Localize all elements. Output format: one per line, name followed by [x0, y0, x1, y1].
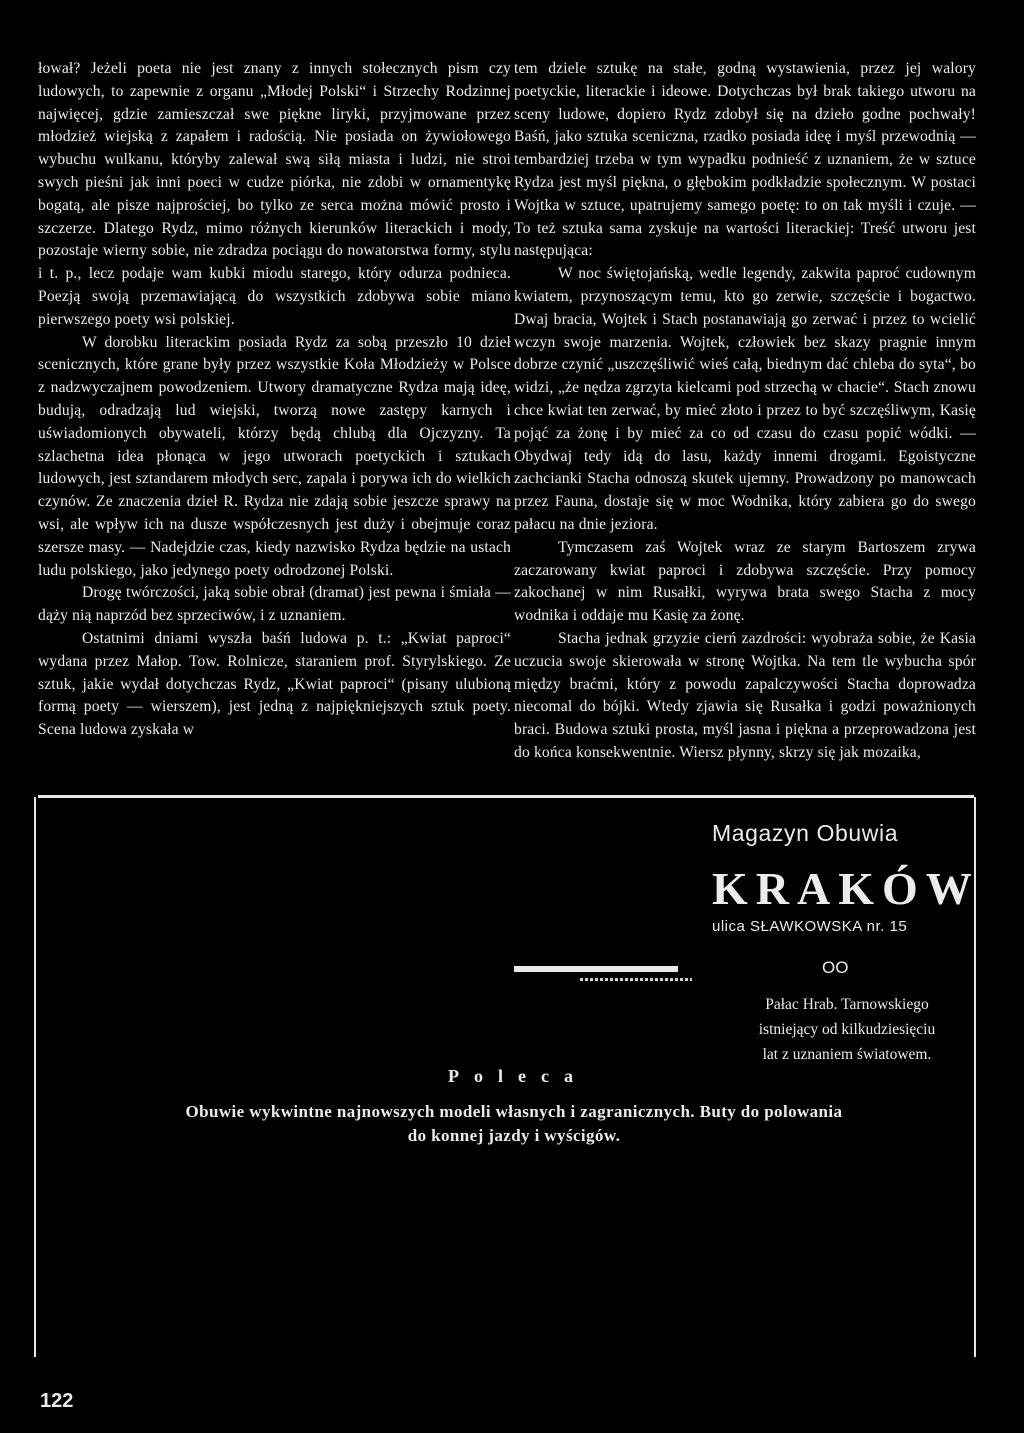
- ad-footer-line: Obuwie wykwintne najnowszych modeli własnych i zagranicznych. Buty do polowania: [185, 1102, 843, 1121]
- left-column: [38, 58, 511, 742]
- ad-street: ulica SŁAWKOWSKA nr. 15: [712, 918, 908, 935]
- paragraph: łował? Jeżeli poeta nie jest znany z innych stołecznych pism czy ludowych, to zapewnie z organu „Młodej Polski“ i Strzechy Rodzinnej najwięcej, gdzie zamieszczał swe piękne liryki, przyjmowane przez młodzież wiejską z zapałem i radością. Nie posiada on żywiołowego wybuchu wulkanu, któryby zalewał swą siłą miasta i ludzi, nie stroi swych pieśni jak inni poeci w cudze piórka, nie zdobi w ornamentykę bogatą, ale pisze najprościej, bo tylko ze serca można mówić prosto i szczerze. Dlatego Rydz, mimo różnych kierunków literackich i mody, pozostaje wierny sobie, nie zdradza pociągu do nowatorstwa formy, stylu i t. p., lecz podaje wam kubki miodu starego, który odurza podnieca. Poezją swoją przemawiającą do wszystkich zdobywa sobie miano pierwszego poety wsi polskiej.: [38, 60, 511, 328]
- ad-decorative-dots: [580, 978, 692, 981]
- paragraph: Tymczasem zaś Wojtek wraz ze starym Bartoszem zrywa zaczarowany kwiat paproci i zdobywa szczęście. Przy pomocy zakochanej w nim Rusałki, wyrywa brata swego Stacha z mocy wodnika i oddaje mu Kasię za żonę.: [514, 538, 976, 625]
- ad-city: KRAKÓW: [712, 863, 980, 914]
- ad-address-line: istniejący od kilkudziesięciu: [758, 1021, 936, 1038]
- right-column: [514, 58, 976, 765]
- ad-address-line: lat z uznaniem światowem.: [762, 1046, 932, 1063]
- paragraph: Drogę twórczości, jaką sobie obrał (dramat) jest pewna i śmiała — dąży nią naprzód bez sprzeciwów, i z uznaniem.: [38, 584, 511, 625]
- paragraph: W dorobku literackim posiada Rydz za sobą przeszło 10 dzieł scenicznych, które grane były przez wszystkie Koła Młodzieży w Polsce z nadzwyczajnem powodzeniem. Utwory dramatyczne Rydza mają ideę, budują, odradzają lud wiejski, tworzą nowe zastępy karnych i uświadomionych obywateli, którzy będą chlubą dla Ojczyzny. Ta szlachetna idea płonąca w jego utworach poetyckich i sztukach ludowych, jest sztandarem młodych serc, zapala i porywa ich do wielkich czynów. Ze znaczenia dzieł R. Rydza nie zdają sobie jeszcze sprawy na wsi, ale wpływ ich na dusze współczesnych jest duży i obejmuje coraz szersze masy. — Nadejdzie czas, kiedy nazwisko Rydza będzie na ustach ludu polskiego, jako jedynego poety odrodzonej Polski.: [38, 333, 511, 579]
- page-number: 122: [40, 1390, 74, 1412]
- ad-ornament: OO: [822, 958, 849, 977]
- ad-address: [712, 992, 982, 1067]
- paragraph: Ostatnimi dniami wyszła baśń ludowa p. t.: „Kwiat paproci“ wydana przez Małop. Tow. Rolnicze, staraniem prof. Styrylskiego. Ze sztuk, jakie wydał dotychczas Rydz, „Kwiat paproci“ (pisany ulubioną formą poety — wierszem), jest jedną z najpiękniejszych sztuk poety. Scena ludowa zyskała w: [38, 629, 511, 739]
- paragraph: Stacha jednak grzyzie cierń zazdrości: wyobraża sobie, że Kasia uczucia swoje skierowała w stronę Wojtka. Na tem tle wybucha spór między braćmi, który z powodu zapalczywości Stacha doprowadza niecomal do bójki. Wtedy zjawia się Rusałka i godzi poważnionych braci. Budowa sztuki prosta, myśl jasna i piękna a przeprowadzona jest do końca konsekwentnie. Wiersz płynny, skrzy się jak mozaika,: [514, 629, 976, 761]
- ad-footer-text: [54, 1100, 974, 1148]
- paragraph: tem dziele sztukę na stałe, godną wystawienia, przez jej walory poetyckie, literackie i ideowe. Dotychczas był brak takiego utworu na sceny ludowe, dopiero Rydz zdobył się na dzieło godne pochwały! Baśń, jako sztuka sceniczna, rzadko posiada ideę i myśl przewodnią — tembardziej trzeba w tym wypadku podnieść z uznaniem, że w sztuce Rydza jest myśl piękna, o głębokim podkładzie społecznym. W postaci Wojtka w sztuce, upatrujemy samego poetę: to on tak myśli i czuje. — To też sztuka sama zyskuje na wartości literackiej: Treść utworu jest następująca:: [514, 60, 976, 260]
- ad-footer-line: do konnej jazdy i wyścigów.: [407, 1126, 621, 1145]
- ad-recommends: Poleca: [448, 1066, 588, 1086]
- paragraph: W noc świętojańską, wedle legendy, zakwita paproć cudownym kwiatem, przynoszącym temu, kto go zerwie, szczęście i bogactwo. Dwaj bracia, Wojtek i Stach postanawiają go zerwać i przez to wcielić wczyn swoje marzenia. Wojtek, człowiek bez skazy pragnie innym dobrze czynić „uszczęśliwić wieś całą, biednym dać chleba do syta“, bo widzi, „że nędza zgrzyta kielcami pod strzechą w chacie“. Stach znowu chce kwiat ten zerwać, by mieć złoto i przez to być szczęśliwym, Kasię pojąć za żonę i by mieć za co od czasu do czasu popić wódki. — Obydwaj tedy idą do lasu, każdy innemi drogami. Egoistyczne zachcianki Stacha odnoszą skutek ujemny. Prowadzony po manowcach przez Fauna, dostaje się w moc Wodnika, który zabiera go do swego pałacu na dnie jeziora.: [514, 265, 976, 533]
- ad-shop-title: Magazyn Obuwia: [712, 820, 899, 846]
- ad-decorative-bar: [514, 966, 678, 972]
- ad-address-line: Pałac Hrab. Tarnowskiego: [765, 996, 929, 1013]
